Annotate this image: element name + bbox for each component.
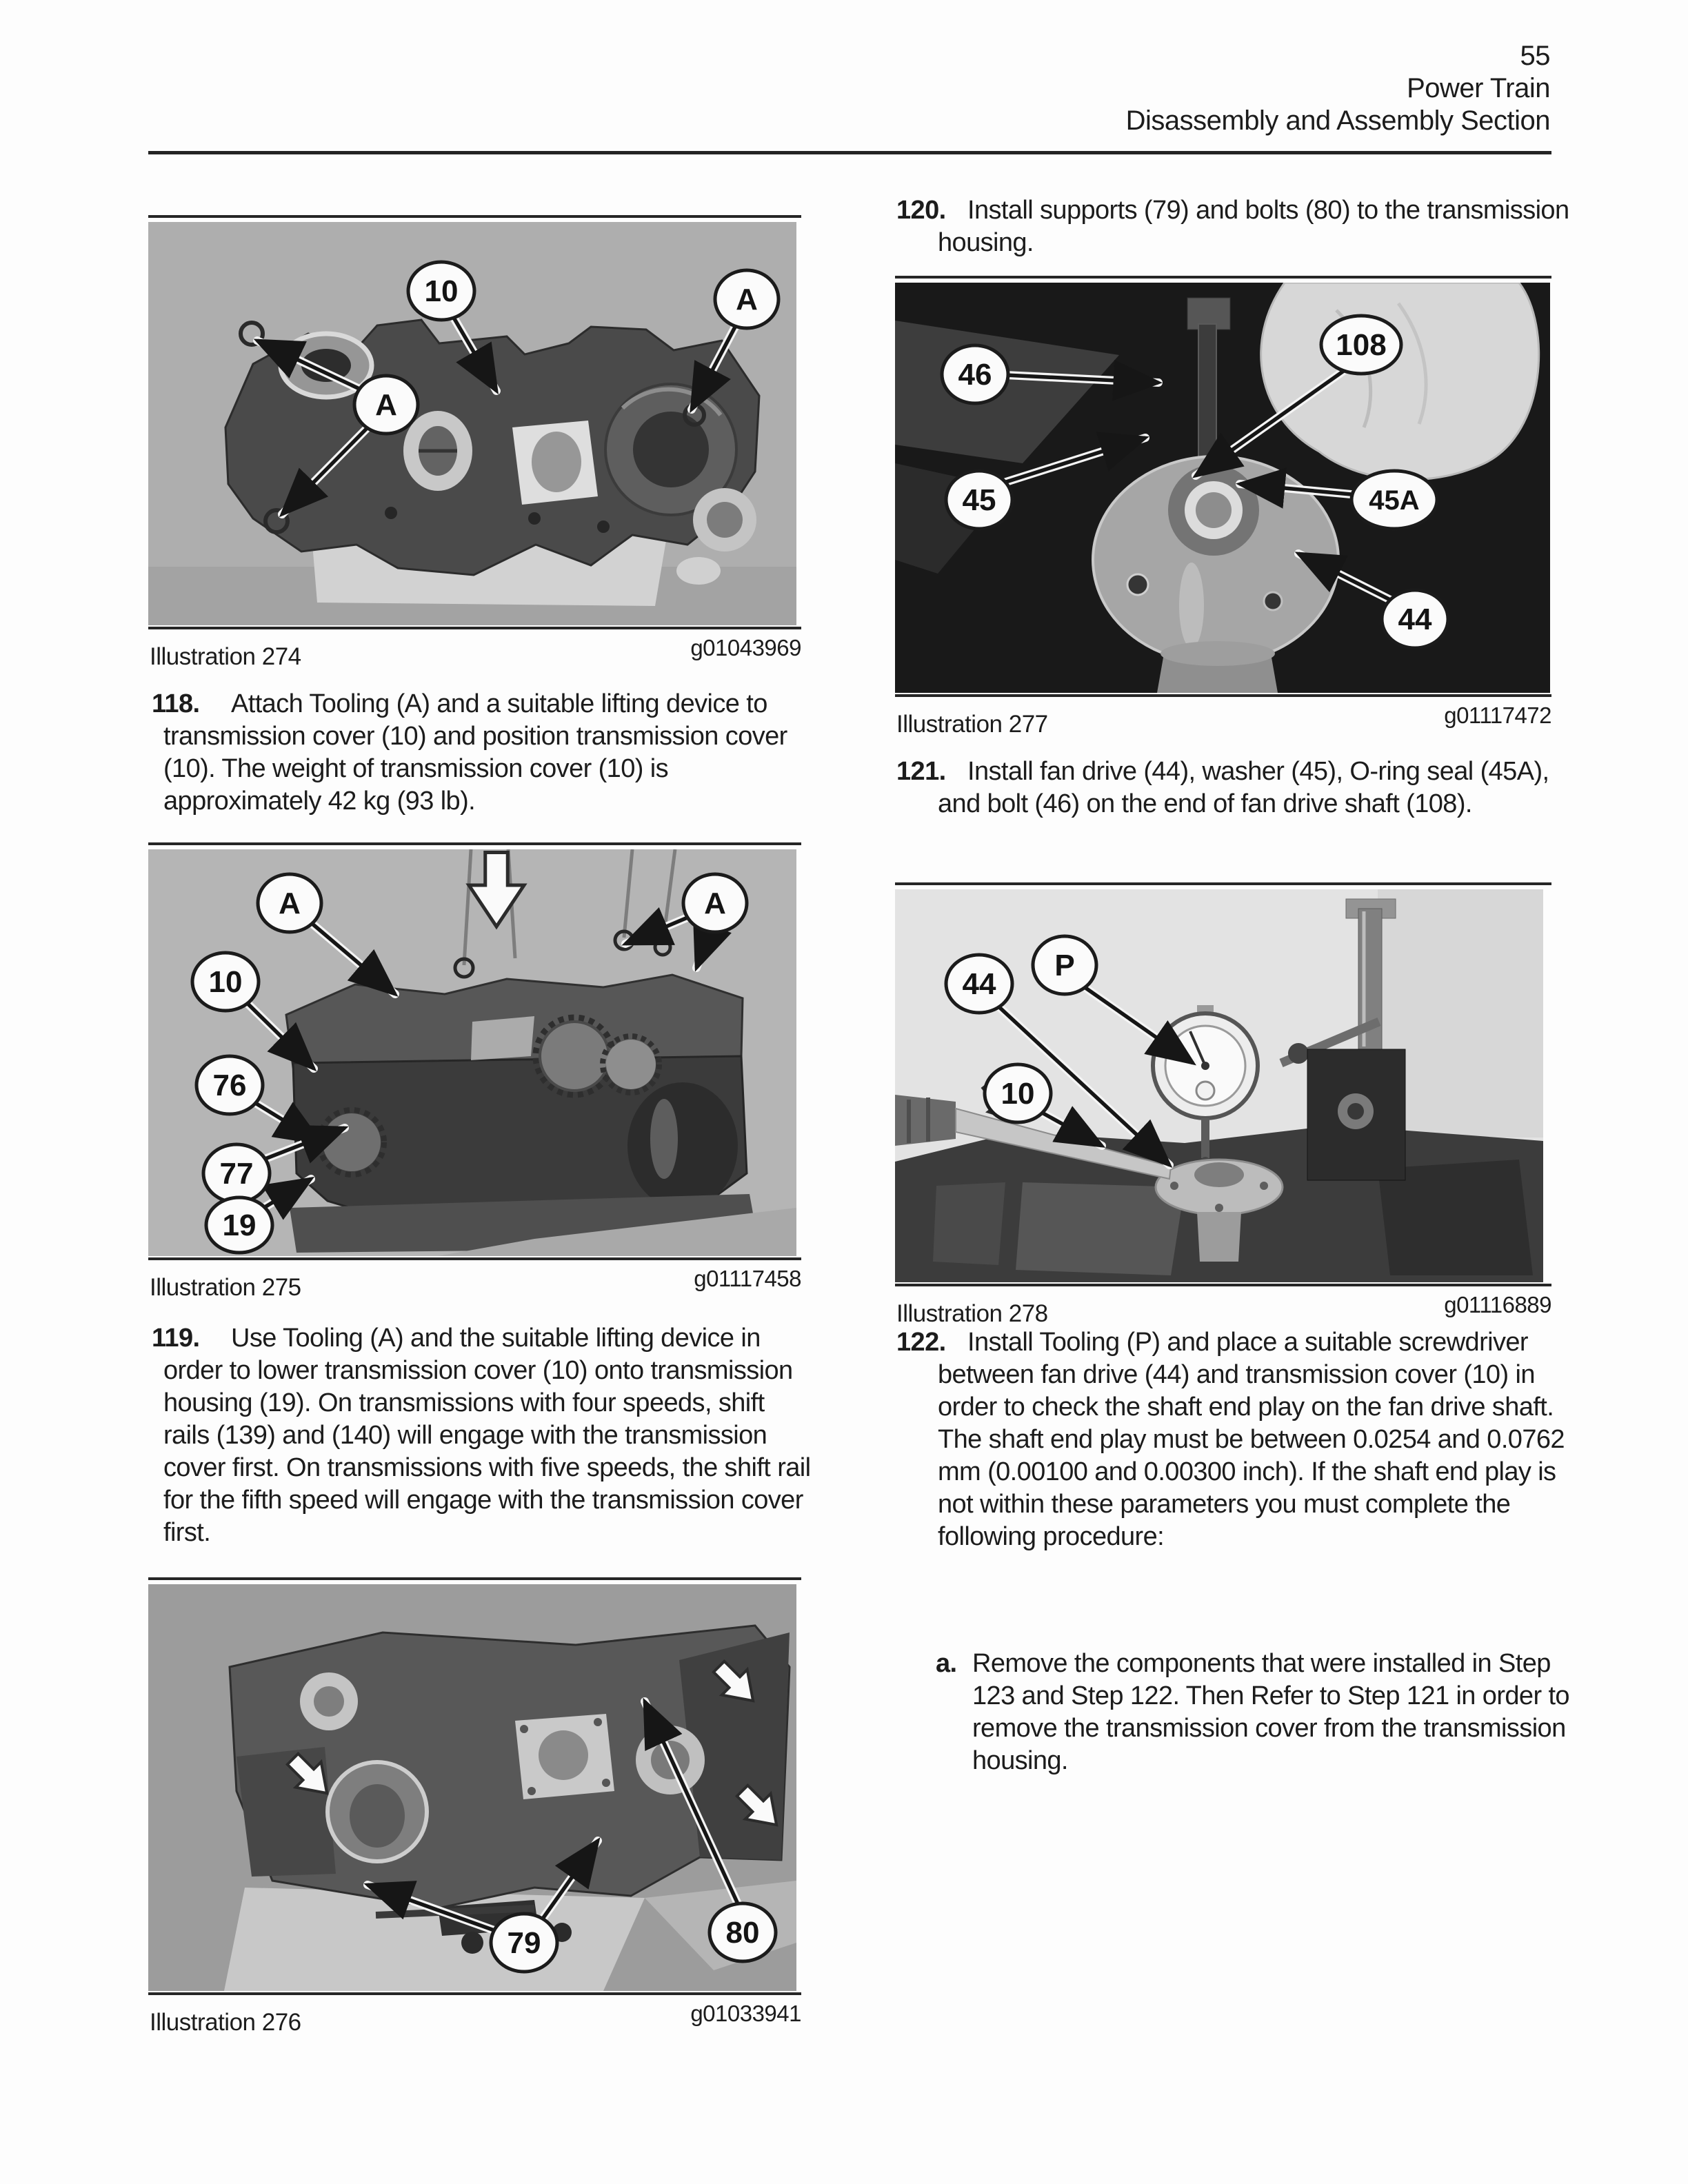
illustration-276-code: g01033941 <box>690 2001 801 2026</box>
illustration-276 <box>148 1577 801 2038</box>
callout-balloon-P <box>1033 936 1096 994</box>
illustration-278-code: g01116889 <box>1444 1292 1551 1317</box>
illustration-278-top-rule <box>895 882 1551 885</box>
step-120-number: 120. <box>896 196 946 225</box>
callout-label: 76 <box>212 1069 247 1102</box>
illustration-278-photo <box>895 889 1543 1282</box>
illustration-278-caption: Illustration 278 <box>896 1300 1048 1327</box>
callout-balloon-80 <box>710 1903 776 1961</box>
illustration-275 <box>148 842 801 1303</box>
callout-balloon-77 <box>203 1144 270 1202</box>
callout-label: A <box>279 887 301 920</box>
illustration-274-photo <box>148 222 796 625</box>
step-122 <box>896 1326 1593 1553</box>
callout-balloon-79 <box>491 1914 557 1972</box>
illustration-276-photo <box>148 1584 796 1991</box>
illustration-277-caption: Illustration 277 <box>896 711 1048 738</box>
step-120-text: Install supports (79) and bolts (80) to the transmission housing. <box>938 196 1569 257</box>
step-120 <box>896 194 1593 259</box>
step-118 <box>152 688 813 818</box>
illustration-274-top-rule <box>148 215 801 218</box>
shaft-nut <box>1196 492 1232 528</box>
callout-balloon-44 <box>946 955 1012 1013</box>
illustration-275-code: g01117458 <box>694 1266 801 1291</box>
substep-a-text: Remove the components that were installed in Step 123 and Step 122. Then Refer to Step 121 in order to remove the transmission cover from the transmission housing. <box>972 1649 1569 1775</box>
illustration-277-photo <box>895 283 1550 693</box>
gear <box>540 1022 609 1091</box>
step-119 <box>152 1322 813 1549</box>
gear <box>606 1040 656 1089</box>
indicator-stem <box>1201 1118 1209 1158</box>
step-121-number: 121. <box>896 757 946 786</box>
substep-a-marker: a. <box>936 1649 957 1678</box>
callout-balloon-46 <box>942 345 1008 403</box>
step-122-number: 122. <box>896 1328 946 1357</box>
illustration-274 <box>148 215 801 672</box>
callout-balloon-76 <box>197 1056 263 1114</box>
page-number: 55 <box>1520 41 1550 71</box>
screwdriver-handle <box>895 1095 956 1146</box>
page-header <box>1126 40 1550 137</box>
callout-label: A <box>704 887 726 920</box>
illustration-275-caption: Illustration 275 <box>150 1274 301 1301</box>
header-rule <box>148 151 1551 154</box>
callout-label: 80 <box>725 1916 760 1950</box>
header-subsection: Disassembly and Assembly Section <box>1125 105 1550 136</box>
callout-label: 19 <box>222 1209 257 1242</box>
callout-balloon-10 <box>192 953 259 1011</box>
step-119-number: 119. <box>152 1324 200 1353</box>
callout-label: 45A <box>1369 485 1420 516</box>
callout-label: A <box>736 283 758 316</box>
illustration-277-top-rule <box>895 276 1551 279</box>
callout-balloon-45 <box>946 471 1012 529</box>
illustration-277 <box>895 276 1551 740</box>
callout-label: 77 <box>219 1157 254 1191</box>
callout-label: 10 <box>424 274 459 308</box>
step-122-text: Install Tooling (P) and place a suitable screwdriver between fan drive (44) and transmission cover (10) in order to check the shaft end play on the fan drive shaft. The shaft end play must be between 0.0254 and 0.0762 mm (0.00100 and 0.00300 inch). If the shaft end play is not within these parameters you must complete the following procedure: <box>938 1328 1565 1551</box>
illustration-275-top-rule <box>148 842 801 845</box>
step-119-text: Use Tooling (A) and the suitable lifting device in order to lower transmission cover (10) onto transmission housing (19). On transmissions with four speeds, shift rails (139) and (140) will engage with the transmission cover first. On transmissions with five speeds, the shift rail for the fifth speed will engage with the transmission cover first. <box>163 1324 811 1547</box>
illustration-276-bottom-rule <box>148 1992 801 1995</box>
step-121 <box>896 756 1593 820</box>
gear <box>323 1113 381 1171</box>
illustration-275-photo <box>148 849 796 1256</box>
callout-label: 44 <box>1398 603 1432 636</box>
illustration-278 <box>895 882 1551 1329</box>
illustration-276-top-rule <box>148 1577 801 1580</box>
illustration-276-caption: Illustration 276 <box>150 2009 301 2036</box>
callout-balloon-A <box>715 270 778 328</box>
bolt-shaft <box>1198 324 1216 465</box>
callout-balloon-A <box>354 376 418 434</box>
illustration-274-caption: Illustration 274 <box>150 643 301 670</box>
callout-label: 10 <box>1001 1077 1035 1111</box>
callout-label: 108 <box>1336 328 1387 362</box>
callout-label: 44 <box>962 967 996 1001</box>
header-section: Power Train <box>1407 73 1550 103</box>
step-121-text: Install fan drive (44), washer (45), O-ring seal (45A), and bolt (46) on the end of fan drive shaft (108). <box>938 757 1549 818</box>
callout-label: A <box>375 388 397 422</box>
illustration-275-bottom-rule <box>148 1257 801 1260</box>
callout-label: P <box>1054 949 1075 982</box>
callout-label: 46 <box>958 358 992 392</box>
illustration-274-code: g01043969 <box>690 635 801 660</box>
callout-balloon-A <box>683 874 747 932</box>
callout-label: 10 <box>208 965 243 999</box>
step-118-number: 118. <box>152 689 200 718</box>
step-118-text: Attach Tooling (A) and a suitable lifting device to transmission cover (10) and position transmission cover (10). The weight of transmission cover (10) is approximately 42 kg (93 lb). <box>163 689 787 816</box>
illustration-277-code: g01117472 <box>1444 702 1551 728</box>
callout-balloon-45A <box>1352 471 1437 529</box>
callout-label: 45 <box>962 483 996 517</box>
callout-label: 79 <box>507 1926 541 1960</box>
callout-balloon-10 <box>985 1064 1051 1122</box>
callout-balloon-44 <box>1382 590 1448 648</box>
illustration-278-bottom-rule <box>895 1284 1551 1286</box>
illustration-274-bottom-rule <box>148 627 801 629</box>
illustration-277-bottom-rule <box>895 694 1551 697</box>
callout-balloon-19 <box>206 1197 272 1253</box>
callout-balloon-108 <box>1321 316 1401 374</box>
callout-balloon-A <box>258 874 321 932</box>
substep-a <box>936 1648 1588 1777</box>
callout-balloon-10 <box>408 262 474 320</box>
